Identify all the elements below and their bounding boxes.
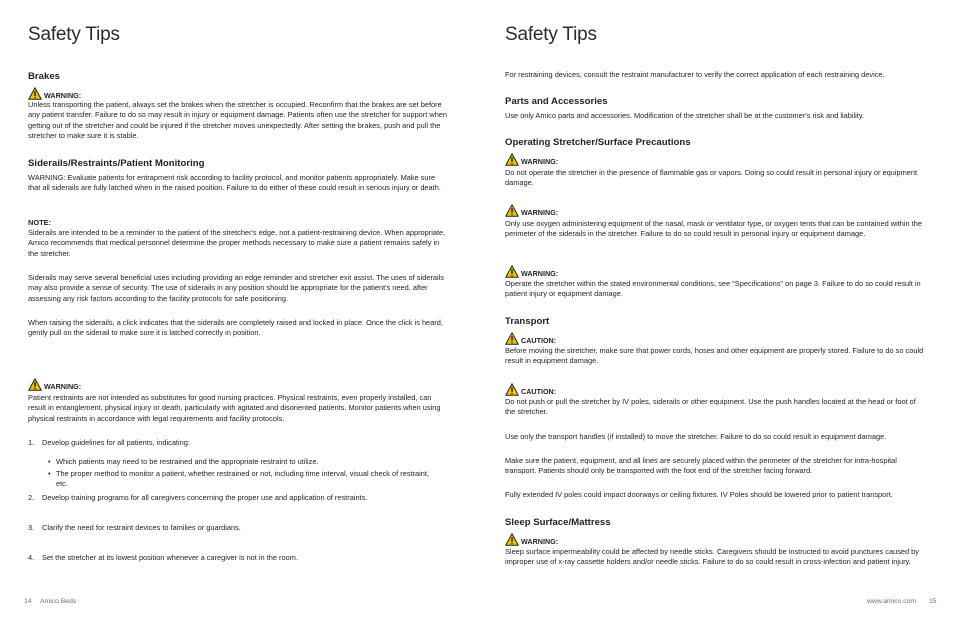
intro-text: For restraining devices, consult the restraint manufacturer to verify the correct application of each restraining device. [505,70,885,79]
footer-url[interactable]: www.amico.com [867,598,917,605]
warning-triangle-icon [28,378,42,391]
section-heading-sleep-surface: Sleep Surface/Mattress [505,517,611,528]
siderails-uses-text: Siderails may serve several beneficial uses including providing an edge reminder and stretcher exit assist. The uses of siderails may also provide a sense of security. The use of siderails in any position should be appropriate for the patient's need, after assessing any risk factors according to the facility protocols for safe positioning. [28,273,445,303]
restraints-warning-text: Patient restraints are not intended as substitutes for good nursing practices. Physical restraints, even properly installed, can result in entanglement, physical injury or death, particularly with agitated and disoriented patients. Monitor patients when using physical restraints in accordance with legal requirements and facility protocols. [28,393,441,423]
warning-triangle-icon [505,533,519,546]
warning-label: WARNING: [505,265,558,278]
brakes-text: Unless transporting the patient, always set the brakes when the stretcher is occupied. Reconfirm that the brakes are set before any patient transfer. Failure to do so may result in injury or equipment damage. Patients often use the stretcher for support when getting out of the stretcher and could be injured if the stretcher moves unexpectedly. After setting the brakes, push and pull the stretcher to make sure it is stable. [28,100,448,140]
warning-label: WARNING: [505,533,558,546]
transport-text-2: Make sure the patient, equipment, and all lines are securely placed within the perimeter of the stretcher for intra-hospital transport. Patients should only be transported with the foot end of the stretcher facing forward. [505,456,897,476]
footer-brand: Amico Beds [40,598,77,605]
operating-warning-2-text: Only use oxygen administering equipment of the nasal, mask or ventilator type, or oxygen tents that can be contained within the perimeter of the siderails in the stretcher. Failure to do so could result in personal injury or equipment damage. [505,219,922,239]
warning-triangle-icon [505,153,519,166]
warning-triangle-icon [505,332,519,345]
operating-warning-3-text: Operate the stretcher within the stated environmental conditions, see "Specifications" on page 3. Failure to do so could result in patient injury or equipment damage. [505,279,921,299]
section-heading-transport: Transport [505,316,550,327]
siderails-warning-text: WARNING: Evaluate patients for entrapment risk according to facility protocol, and monitor patients appropriately. Make sure that all siderails are fully latched when in the raised position. Failure to do either of these could result in serious injury or death. [28,173,441,193]
warning-label: WARNING: [28,87,81,100]
sleep-surface-warning-text: Sleep surface impermeability could be affected by needle sticks. Caregivers should be instructed to avoid punctures caused by improper use of x-ray cassette holders and/or needle sticks. Failure to do so could result in cross-infection and patient injury. [505,547,919,567]
section-heading-siderails: Siderails/Restraints/Patient Monitoring [28,158,205,169]
warning-triangle-icon [28,87,42,100]
page-title: Safety Tips [28,24,120,45]
page-number: 15 [929,598,937,605]
warning-label: WARNING: [505,204,558,217]
siderails-raising-text: When raising the siderails, a click indicates that the siderails are completely raised and locked in place. Once the click is heard, gently pull on the siderail to make sure it is latched correctly in position. [28,318,443,338]
section-heading-parts: Parts and Accessories [505,96,608,107]
transport-caution-1-text: Before moving the stretcher, make sure that power cords, hoses and other equipment are properly stored. Failure to do so could result in equipment damage. [505,346,924,366]
parts-text: Use only Amico parts and accessories. Modification of the stretcher shall be at the customer's risk and liability. [505,111,865,120]
page-title: Safety Tips [505,24,597,45]
caution-label: CAUTION: [505,383,556,396]
transport-caution-2-text: Do not push or pull the stretcher by IV poles, siderails or other equipment. Use the push handles located at the head or foot of the stretcher. [505,397,916,417]
warning-triangle-icon [505,204,519,217]
warning-label: WARNING: [505,153,558,166]
transport-text-3: Fully extended IV poles could impact doorways or ceiling fixtures. IV Poles should be lowered prior to patient transport. [505,490,893,499]
note-label: NOTE: [28,218,51,227]
operating-warning-1-text: Do not operate the stretcher in the presence of flammable gas or vapors. Doing so could result in personal injury or equipment damage. [505,168,918,188]
section-heading-operating: Operating Stretcher/Surface Precautions [505,137,691,148]
note-text: Siderails are intended to be a reminder to the patient of the stretcher's edge, not a patient-restraining device. When appropriate, Amico recommends that medical personnel determine the proper methods necessary to make sure a patient remains safely in the stretcher. [28,228,446,258]
transport-text-1: Use only the transport handles (if installed) to move the stretcher. Failure to do so could result in equipment damage. [505,432,887,441]
page-number: 14 [24,598,32,605]
warning-label: WARNING: [28,378,81,391]
left-page: Safety Tips Brakes WARNING: Unless transporting the patient, always set the brakes when the stretcher is occupied. Reconfirm that the brakes are set before any patient transfer. Failure to do so may result in injury or equipment damage. Patients often use the stretcher for support when getting out of the stretcher and could be injured if the stretcher moves unexpectedly. After setting the brakes, push and pull the stretcher to make sure it is stable. Siderails/Restraints/Patient Monitoring WARNING: Evaluate patients for entrapment risk according to facility protocol, and monitor patients appropriately. Make sure that all siderails are fully latched when in the raised position. Failure to do either of these could result in serious injury or death. NOTE: Siderails are intended to be a reminder to the patient of the stretcher's edge, not a patient-restraining device. When appropriate, Amico recommends that medical personnel determine the proper methods necessary to make sure a patient remains safely in the stretcher. Siderails may serve several beneficial uses including providing an edge reminder and stretcher exit assist. The uses of siderails may also provide a sense of security. The use of siderails in any position should be appropriate for the patient's need, after assessing any risk factors according to the facility protocols for safe positioning. When raising the siderails, a click indicates that the siderails are completely raised and locked in place. Once the click is heard, gently pull on the siderail to make sure it is latched correctly in position. WARNING: Patient restraints are not intended as substitutes for good nursing practices. Physical restraints, even properly installed, can result in entanglement, physical injury or death, particularly with agitated and disoriented patients. Monitor patients when using physical restraints in accordance with legal requirements and facility protocols. 1. Develop guidelines for all patients, indicating: • Which patients may need to be restrained and the appropriate restraint to utilize. • The proper method to monitor a patient, whether restrained or not, including time interval, visual check of restraint, etc. 2. Develop training programs for all caregivers concerning the proper use and application of restraints. 3. Clarify the need for restraint devices to families or guardians. 4. Set the stretcher at its lowest position whenever a caregiver is not in the room. 14 Amico Beds [24,24,448,605]
warning-triangle-icon [505,265,519,278]
section-heading-brakes: Brakes [28,71,61,82]
warning-triangle-icon [505,383,519,396]
caution-label: CAUTION: [505,332,556,345]
right-page [477,0,954,618]
